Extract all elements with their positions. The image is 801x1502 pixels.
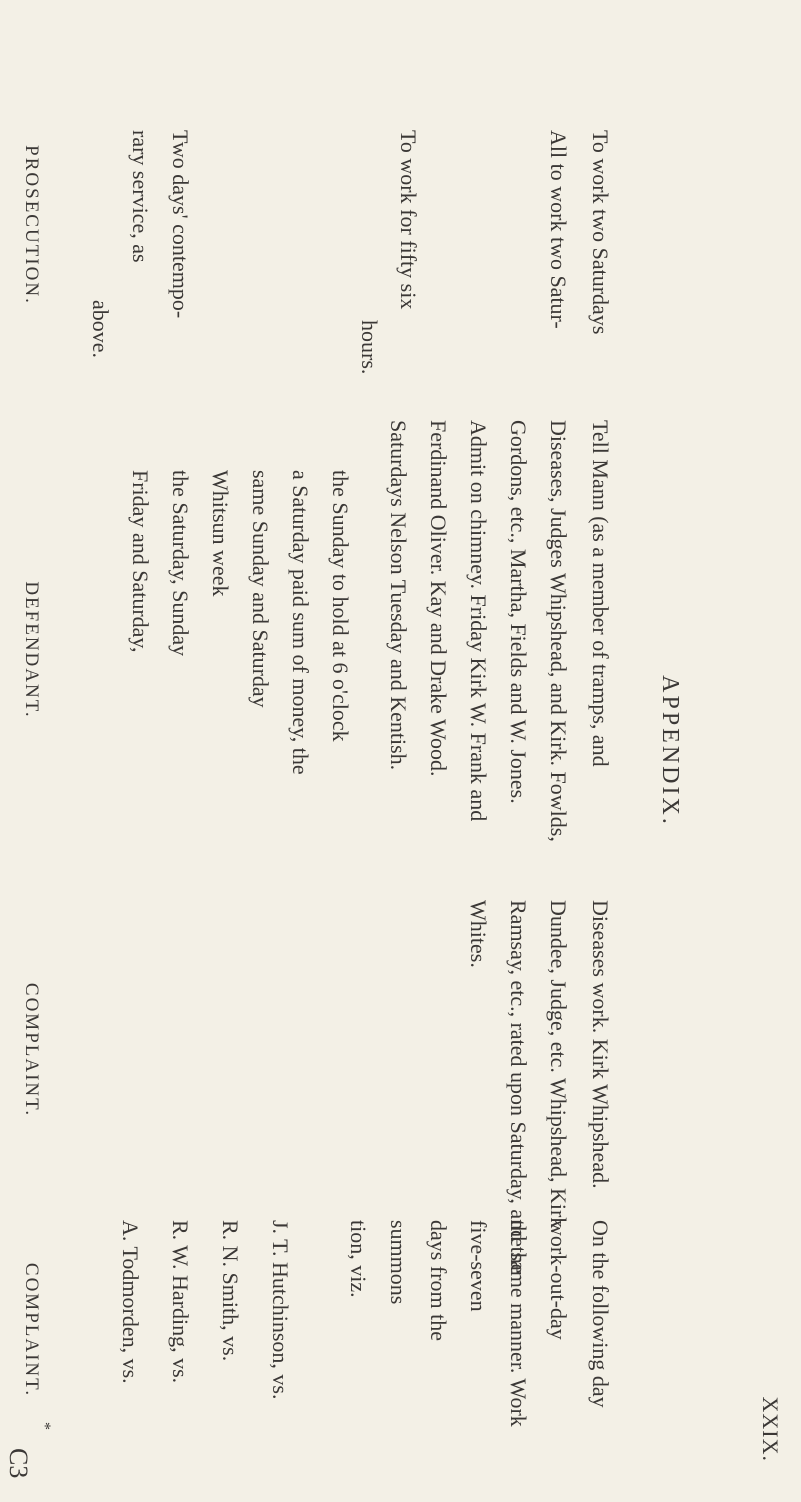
signature-line: A. Todmorden, vs.: [118, 1220, 143, 1384]
prosecution-line: Two days' contempo-: [168, 130, 193, 319]
right-column-line: summons: [386, 1220, 411, 1305]
body-line: the Sunday to hold at 6 o'clock: [328, 470, 353, 742]
page-number: XXIX.: [758, 1396, 783, 1462]
prosecution-line: All to work two Satur-: [546, 130, 571, 329]
signature-line: R. N. Smith, vs.: [218, 1220, 243, 1362]
prosecution-line: above.: [88, 300, 113, 359]
complaint-line: Whites.: [466, 900, 491, 968]
right-column-line: tion, viz.: [346, 1220, 371, 1298]
right-column-line: five-seven: [466, 1220, 491, 1312]
complaint-line: Dundee, Judge, etc. Whipshead, Kirk.: [546, 900, 571, 1234]
asterisk-mark: *: [36, 1422, 53, 1430]
prosecution-line: To work for fifty six: [396, 130, 421, 310]
defendant-line: Saturdays Nelson Tuesday and Kentish.: [386, 420, 411, 771]
signature-line: J. T. Hutchinson, vs.: [268, 1220, 293, 1400]
defendant-line: Ferdinand Oliver. Kay and Drake Wood.: [426, 420, 451, 777]
right-column-line: days from the: [426, 1220, 451, 1341]
defendant-line: Tell Mann (as a member of tramps, and: [588, 420, 613, 767]
prosecution-heading: PROSECUTION.: [21, 145, 42, 305]
body-line: Friday and Saturday,: [128, 470, 153, 653]
defendant-line: Gordons, etc., Martha, Fields and W. Jones.: [506, 420, 531, 804]
body-line: same Sunday and Saturday: [248, 470, 273, 708]
body-line: the Saturday, Sunday: [168, 470, 193, 657]
complaint-line: Diseases work. Kirk Whipshead.: [588, 900, 613, 1189]
prosecution-line: rary service, as: [128, 130, 153, 263]
right-column-heading: COMPLAINT.: [21, 1262, 42, 1398]
body-line: a Saturday paid sum of money, the: [288, 470, 313, 775]
right-column-line: the same manner. Work: [506, 1220, 531, 1427]
prosecution-line: To work two Saturdays: [588, 130, 613, 335]
right-column-line: work-out-day: [546, 1220, 571, 1340]
complaint-heading: COMPLAINT.: [21, 982, 42, 1118]
defendant-line: Diseases, Judges Whipshead, and Kirk. Fowlds,: [546, 420, 571, 842]
defendant-heading: DEFENDANT.: [21, 581, 42, 719]
defendant-line: Admit on chimney. Friday Kirk W. Frank and: [466, 420, 491, 822]
body-line: Whitsun week: [208, 470, 233, 597]
complaint-line: Ramsay, etc., rated upon Saturday, and the: [506, 900, 531, 1274]
margin-mark: C3: [4, 1448, 33, 1479]
prosecution-line: hours.: [357, 320, 382, 375]
right-column-line: On the following day: [588, 1220, 613, 1408]
page-title: APPENDIX.: [657, 675, 683, 827]
signature-line: R. W. Harding, vs.: [168, 1220, 193, 1384]
